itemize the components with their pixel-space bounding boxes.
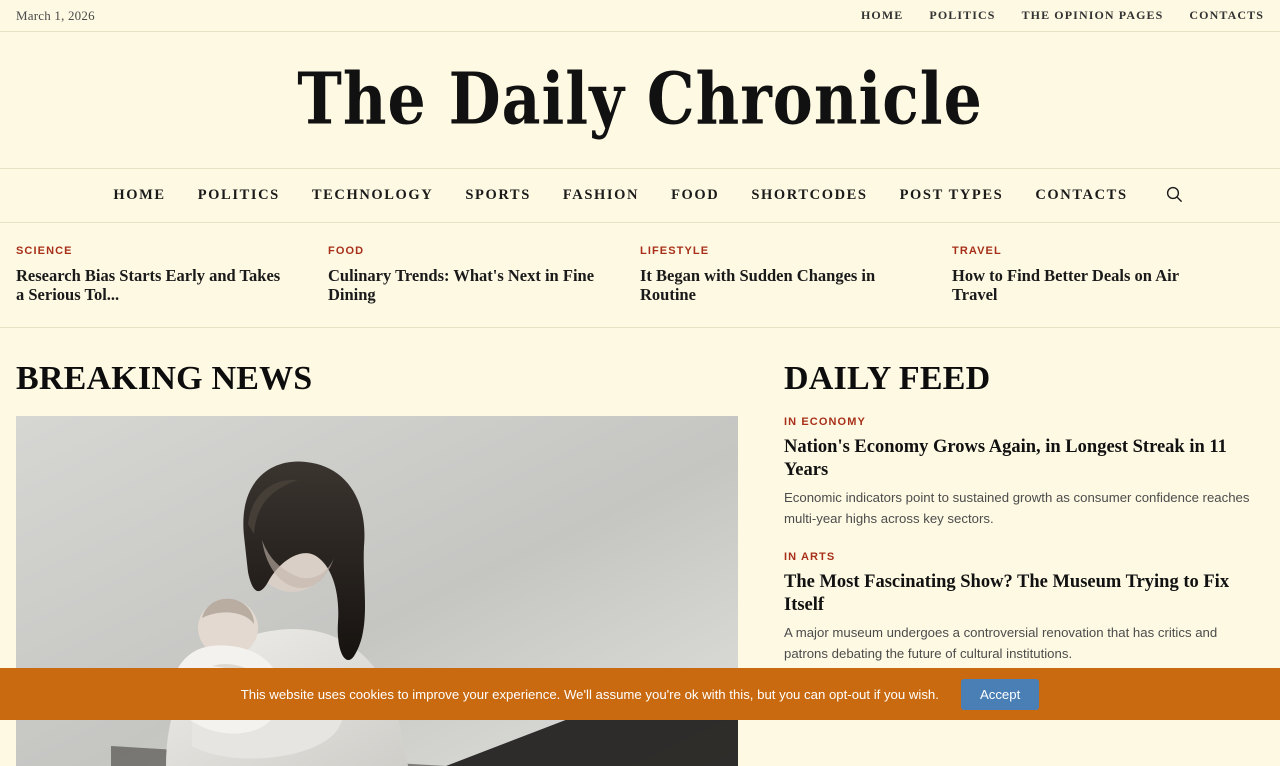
feed-item[interactable]: [784, 416, 1264, 529]
current-date: March 1, 2026: [16, 7, 95, 23]
category-label: FOOD: [328, 245, 365, 257]
top-nav-item-contacts[interactable]: CONTACTS: [1189, 8, 1264, 22]
feed-item[interactable]: [784, 551, 1264, 664]
nav-item-food[interactable]: FOOD: [671, 187, 720, 203]
category-headline[interactable]: It Began with Sudden Changes in Routine: [640, 266, 876, 305]
search-button[interactable]: [1166, 186, 1183, 206]
nav-item-shortcodes[interactable]: SHORTCODES: [751, 187, 868, 203]
nav-item-fashion[interactable]: FASHION: [562, 187, 640, 203]
category-headline[interactable]: Culinary Trends: What's Next in Fine Dining: [328, 266, 595, 305]
category-headline[interactable]: Research Bias Starts Early and Takes a Serious Tol...: [16, 266, 281, 305]
category-strip: [0, 223, 1280, 328]
masthead: [0, 32, 1280, 169]
cookie-consent-bar: [0, 668, 1280, 720]
feed-item-excerpt: Economic indicators point to sustained growth as consumer confidence reaches multi-year highs across key sectors.: [784, 490, 1250, 526]
feed-item-category[interactable]: IN ECONOMY: [784, 415, 866, 428]
cookie-message: This website uses cookies to improve your experience. We'll assume you're ok with this, but you can opt-out if you wish.: [240, 686, 939, 702]
category-label: SCIENCE: [16, 245, 73, 257]
feed-item-title[interactable]: The Most Fascinating Show? The Museum Trying to Fix Itself: [784, 571, 1230, 615]
category-teaser-travel[interactable]: [952, 245, 1264, 327]
category-teaser-lifestyle[interactable]: [640, 245, 952, 327]
category-teaser-food[interactable]: [328, 245, 640, 327]
cookie-accept-button[interactable]: Accept: [961, 679, 1039, 710]
category-headline[interactable]: How to Find Better Deals on Air Travel: [952, 266, 1179, 305]
top-nav-item-home[interactable]: HOME: [861, 8, 904, 22]
main-navigation: [0, 169, 1280, 223]
top-nav-item-opinion-pages[interactable]: THE OPINION PAGES: [1021, 8, 1164, 22]
nav-item-sports[interactable]: SPORTS: [465, 187, 531, 203]
nav-item-home[interactable]: HOME: [113, 187, 166, 203]
nav-item-politics[interactable]: POLITICS: [197, 187, 280, 203]
category-teaser-science[interactable]: [16, 245, 328, 327]
site-title[interactable]: The Daily Chronicle: [297, 58, 983, 142]
top-nav: [861, 8, 1264, 23]
nav-item-contacts[interactable]: CONTACTS: [1035, 187, 1128, 203]
category-label: LIFESTYLE: [640, 245, 710, 257]
top-nav-item-politics[interactable]: POLITICS: [929, 8, 996, 22]
category-label: TRAVEL: [952, 245, 1002, 257]
feed-item-excerpt: A major museum undergoes a controversial renovation that has critics and patrons debating the future of cultural institutions.: [784, 625, 1218, 661]
nav-item-post-types[interactable]: POST TYPES: [899, 187, 1004, 203]
top-bar: [0, 0, 1280, 32]
daily-feed-title: DAILY FEED: [784, 359, 991, 397]
nav-item-technology[interactable]: TECHNOLOGY: [311, 187, 434, 203]
feed-item-title[interactable]: Nation's Economy Grows Again, in Longest Streak in 11 Years: [784, 436, 1227, 480]
feed-item-category[interactable]: IN ARTS: [784, 550, 836, 563]
search-icon: [1166, 186, 1183, 206]
breaking-news-title: BREAKING NEWS: [16, 359, 313, 397]
